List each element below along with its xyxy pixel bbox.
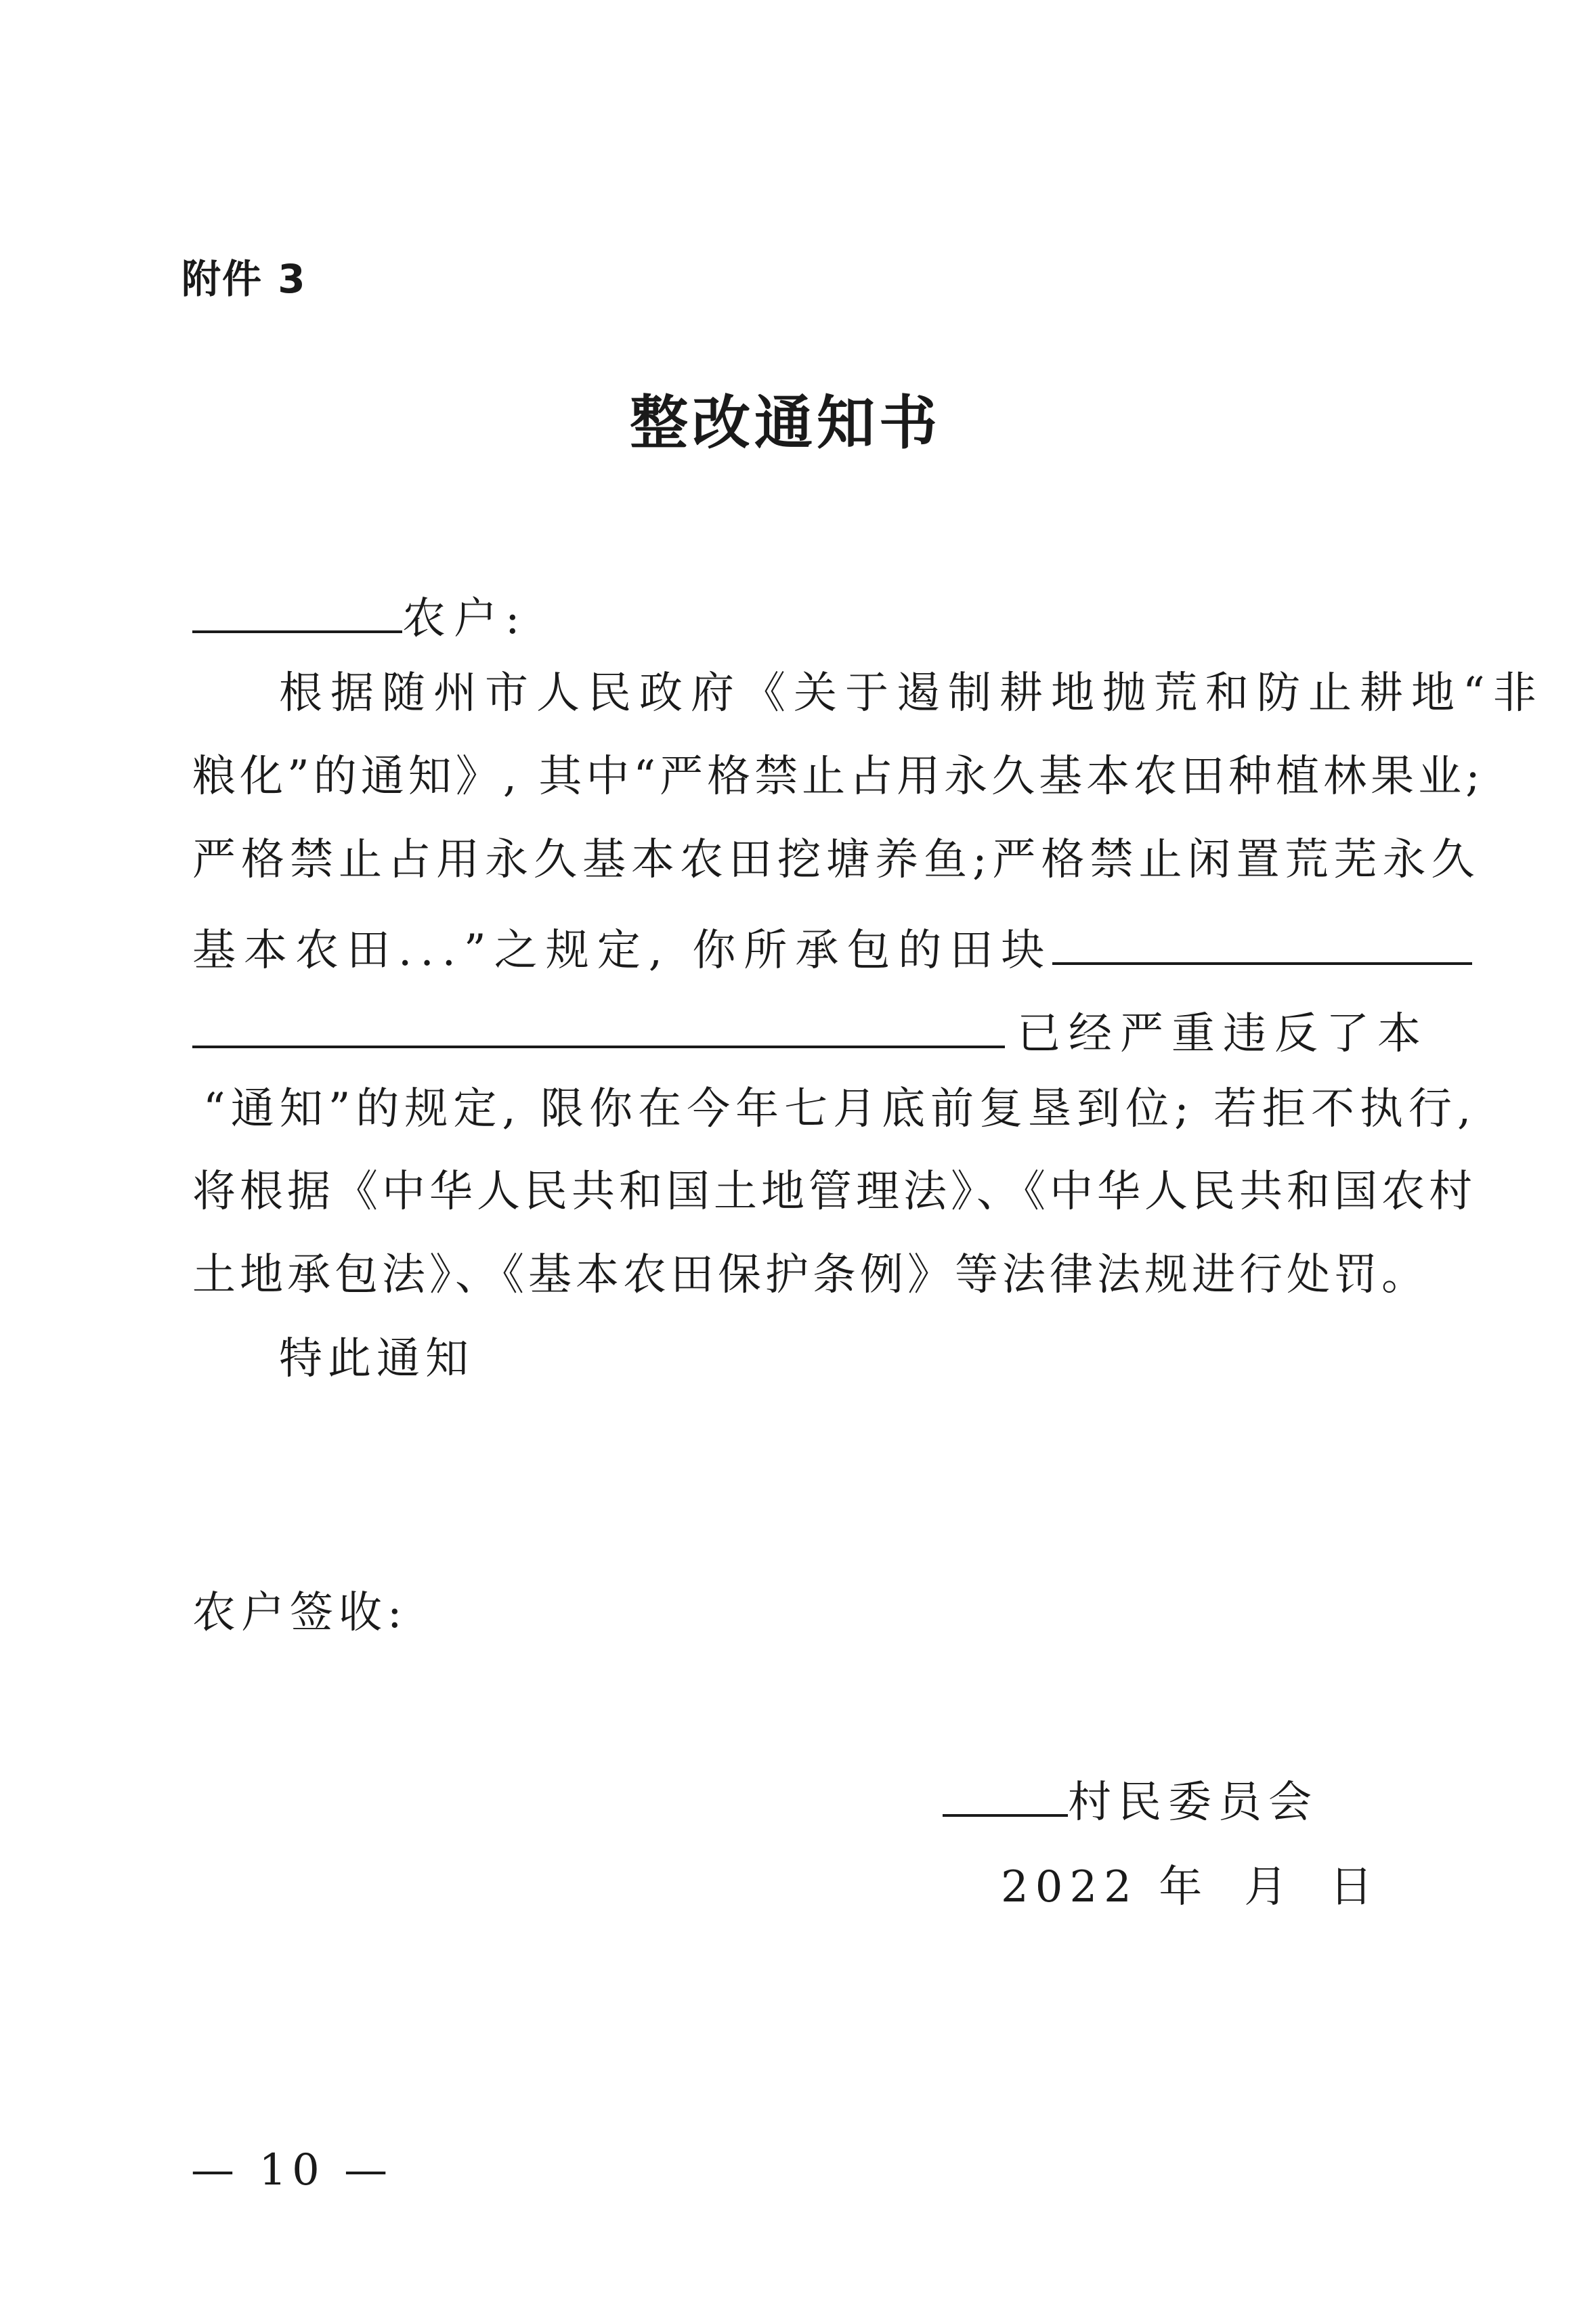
date-day: 日 [1329, 1862, 1380, 1912]
body-line-3: 严格禁止占用永久基本农田挖塘养鱼;严格禁止闲置荒芜永久 [192, 835, 1480, 885]
body-line-1: 根据随州市人民政府《关于遏制耕地抛荒和防止耕地“非 [279, 668, 1545, 718]
page-number: — 10 — [191, 2145, 393, 2195]
body-line-7: 将根据《中华人民共和国土地管理法》、《中华人民共和国农村 [192, 1167, 1476, 1217]
body-line-4 [192, 921, 1472, 976]
field-blank-plot-2 [192, 1004, 1005, 1048]
date-year: 2022 年 [1001, 1862, 1209, 1912]
body-line-5 [192, 1004, 1429, 1059]
body-line-4-text: 基本农田...”之规定, 你所承包的田块 [192, 925, 1053, 976]
addressee-line [192, 589, 528, 644]
committee-blank [943, 1773, 1068, 1817]
addressee-suffix: 农户: [402, 593, 528, 644]
closing-line: 特此通知 [279, 1334, 474, 1384]
body-line-5-text: 已经严重违反了本 [1017, 1008, 1429, 1059]
document-title: 整改通知书 [630, 389, 941, 457]
body-line-8: 土地承包法》、《基本农田保护条例》等法律法规进行处罚。 [192, 1250, 1429, 1300]
addressee-blank [192, 589, 402, 633]
receipt-label: 农户签收: [192, 1588, 408, 1638]
body-line-6: “通知”的规定, 限你在今年七月底前复垦到位; 若拒不执行, [203, 1084, 1477, 1134]
field-blank-plot-1 [1052, 921, 1472, 965]
date-month: 月 [1244, 1862, 1295, 1912]
attachment-label: 附件 3 [181, 256, 307, 302]
committee-label: 村民委员会 [1068, 1778, 1318, 1828]
committee-signature [943, 1767, 1318, 1830]
date-line [1001, 1852, 1379, 1914]
body-line-2: 粮化”的通知》, 其中“严格禁止占用永久基本农田种植林果业; [192, 752, 1484, 802]
